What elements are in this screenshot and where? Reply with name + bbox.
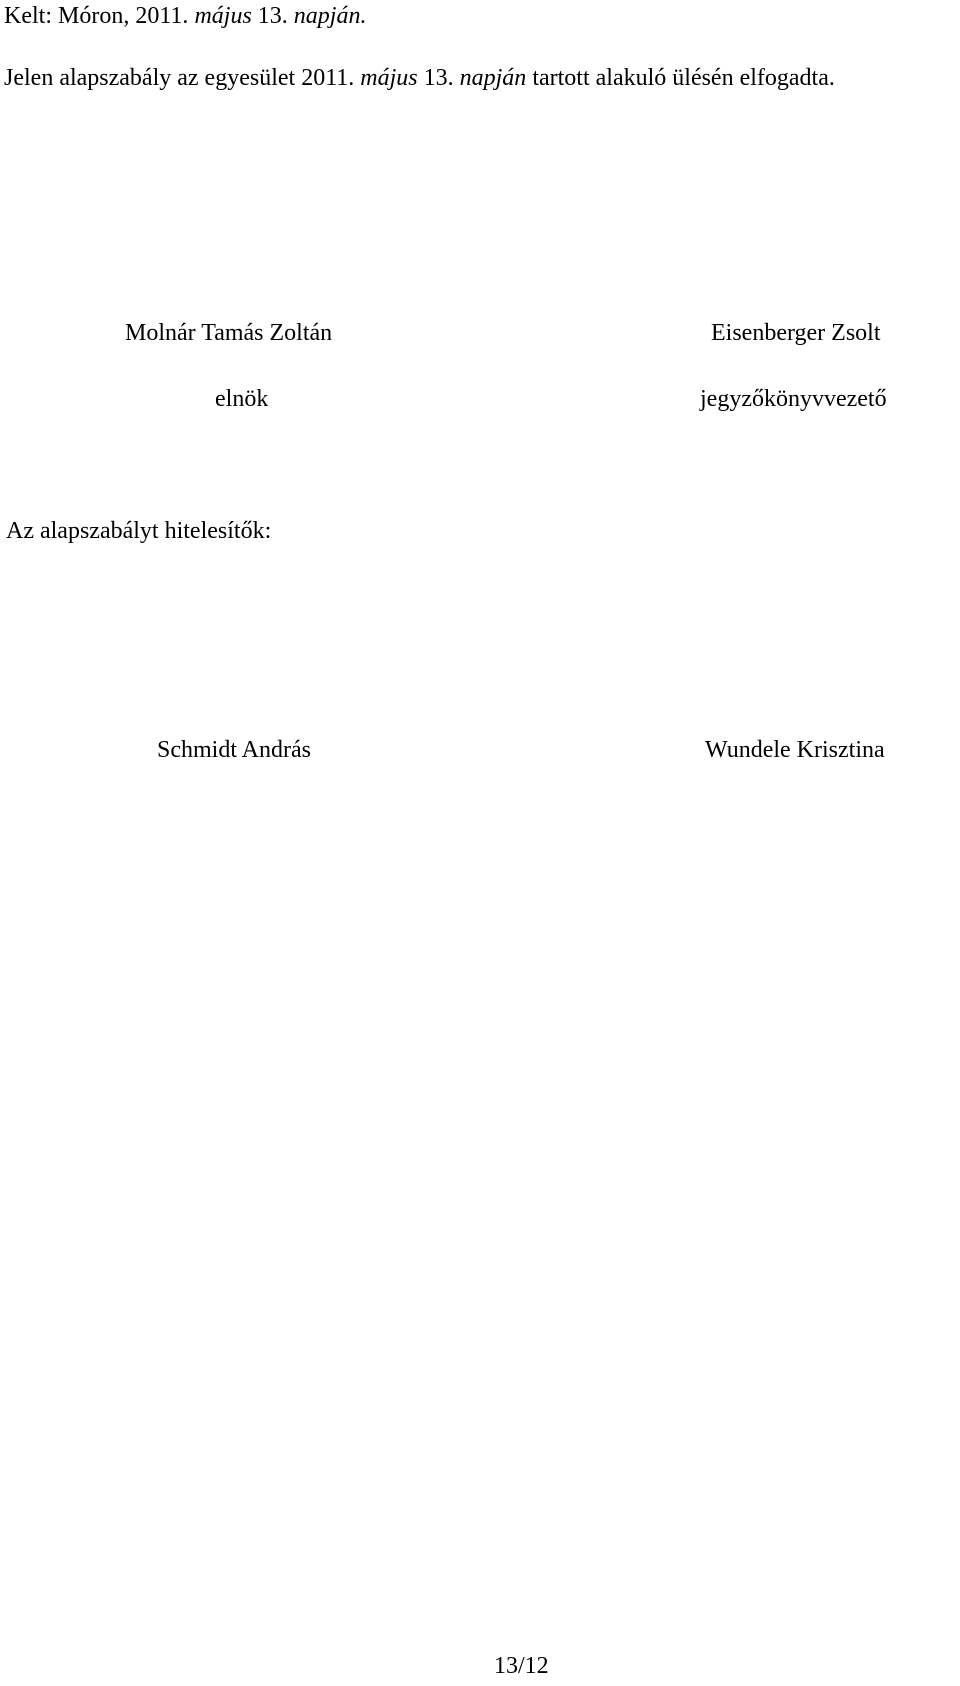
date-line-day: 13. <box>251 3 294 29</box>
president-role: elnök <box>215 386 269 412</box>
date-line-month: május <box>194 3 252 29</box>
president-name: Molnár Tamás Zoltán <box>125 320 333 346</box>
adoption-line-suffix: tartott alakuló ülésén elfogadta. <box>526 65 835 91</box>
date-line-prefix: Kelt: Móron, 2011. <box>4 3 195 29</box>
date-line <box>4 2 366 31</box>
adoption-line-month: május <box>360 65 418 91</box>
secretary-name: Eisenberger Zsolt <box>711 320 881 346</box>
adoption-line-napjan: napján <box>459 65 527 91</box>
date-line-suffix: napján. <box>293 3 367 29</box>
secretary-role: jegyzőkönyvvezető <box>700 386 887 412</box>
authenticator-name: Schmidt András <box>157 737 311 763</box>
authenticator-name: Wundele Krisztina <box>705 737 885 763</box>
authenticators-label: Az alapszabályt hitelesítők: <box>6 518 272 544</box>
adoption-line-prefix: Jelen alapszabály az egyesület 2011. <box>4 65 361 91</box>
page-number: 13/12 <box>494 1653 549 1679</box>
adoption-line-day: 13. <box>417 65 460 91</box>
adoption-line <box>4 64 835 93</box>
